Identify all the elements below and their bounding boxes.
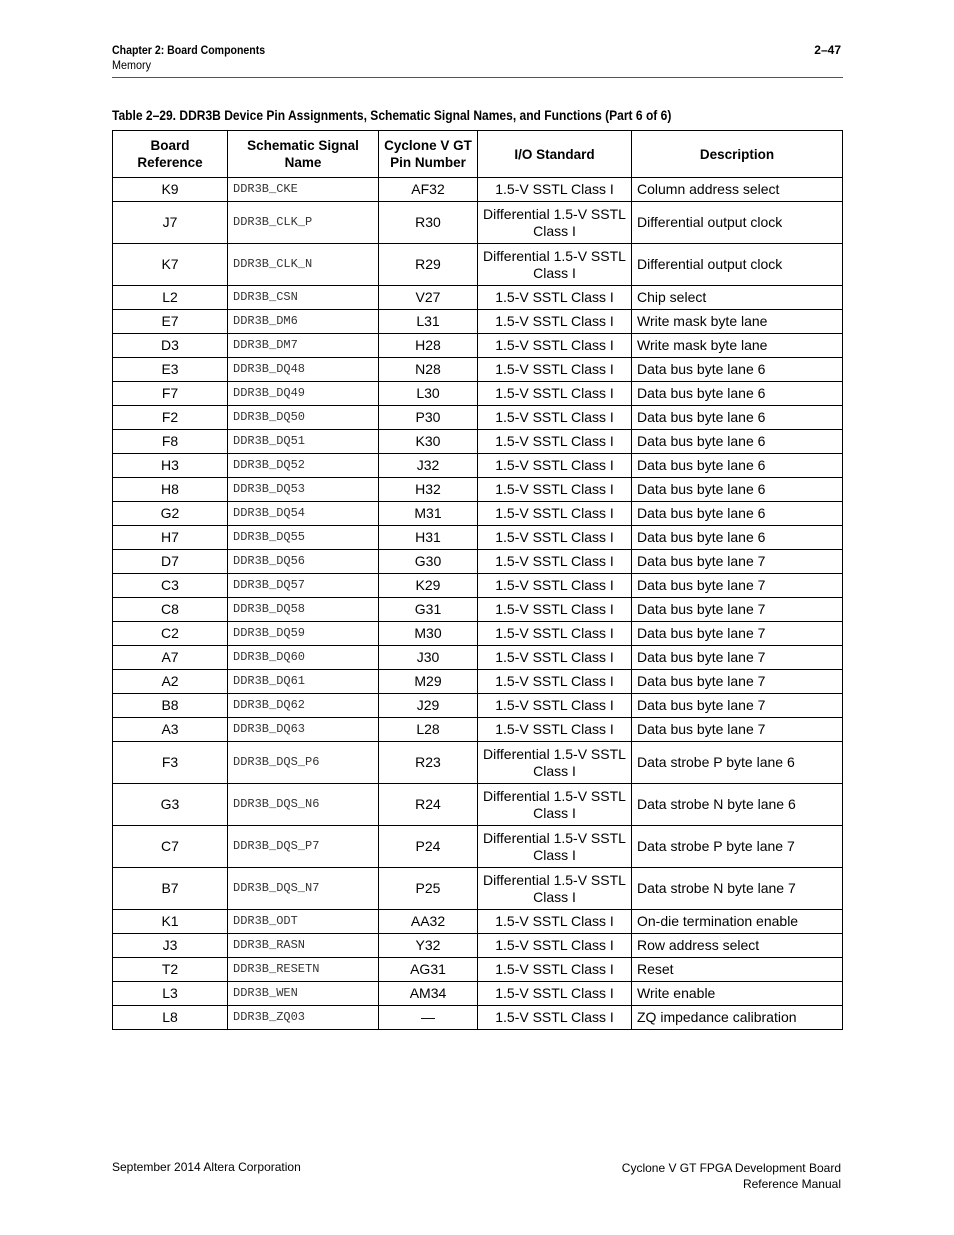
cell-pin-number: AA32: [379, 910, 478, 934]
cell-io-standard: 1.5-V SSTL Class I: [478, 502, 632, 526]
cell-signal-name: DDR3B_DQ58: [228, 598, 379, 622]
cell-board-reference: C8: [113, 598, 228, 622]
cell-signal-name: DDR3B_DQ50: [228, 406, 379, 430]
cell-signal-name: DDR3B_CSN: [228, 286, 379, 310]
cell-board-reference: J7: [113, 202, 228, 244]
cell-pin-number: L31: [379, 310, 478, 334]
cell-pin-number: P30: [379, 406, 478, 430]
cell-pin-number: M29: [379, 670, 478, 694]
cell-io-standard: Differential 1.5-V SSTL Class I: [478, 826, 632, 868]
cell-description: Data bus byte lane 7: [632, 550, 843, 574]
table-row: [113, 982, 843, 1006]
cell-io-standard: 1.5-V SSTL Class I: [478, 934, 632, 958]
footer-doc-title: [622, 1160, 841, 1192]
cell-description: ZQ impedance calibration: [632, 1006, 843, 1030]
table-body: [113, 178, 843, 1030]
page-number: 2–47: [814, 43, 841, 57]
cell-io-standard: 1.5-V SSTL Class I: [478, 454, 632, 478]
cell-io-standard: 1.5-V SSTL Class I: [478, 646, 632, 670]
cell-pin-number: L30: [379, 382, 478, 406]
table-header-row: [113, 131, 843, 178]
table-row: [113, 826, 843, 868]
cell-signal-name: DDR3B_CLK_N: [228, 244, 379, 286]
table-row: [113, 454, 843, 478]
cell-board-reference: C3: [113, 574, 228, 598]
cell-pin-number: AM34: [379, 982, 478, 1006]
cell-signal-name: DDR3B_DQS_P7: [228, 826, 379, 868]
cell-board-reference: E7: [113, 310, 228, 334]
cell-signal-name: DDR3B_ODT: [228, 910, 379, 934]
cell-description: Data bus byte lane 6: [632, 478, 843, 502]
cell-io-standard: 1.5-V SSTL Class I: [478, 286, 632, 310]
cell-io-standard: 1.5-V SSTL Class I: [478, 526, 632, 550]
cell-signal-name: DDR3B_DQ53: [228, 478, 379, 502]
cell-pin-number: N28: [379, 358, 478, 382]
cell-io-standard: Differential 1.5-V SSTL Class I: [478, 244, 632, 286]
cell-description: Data bus byte lane 6: [632, 406, 843, 430]
table-row: [113, 244, 843, 286]
cell-board-reference: L2: [113, 286, 228, 310]
table-row: [113, 286, 843, 310]
cell-description: Data bus byte lane 6: [632, 358, 843, 382]
table-row: [113, 430, 843, 454]
cell-pin-number: V27: [379, 286, 478, 310]
cell-signal-name: DDR3B_DM6: [228, 310, 379, 334]
cell-io-standard: Differential 1.5-V SSTL Class I: [478, 202, 632, 244]
cell-signal-name: DDR3B_DQ61: [228, 670, 379, 694]
cell-description: On-die termination enable: [632, 910, 843, 934]
cell-board-reference: K1: [113, 910, 228, 934]
cell-board-reference: A3: [113, 718, 228, 742]
cell-description: Data bus byte lane 6: [632, 502, 843, 526]
cell-signal-name: DDR3B_RESETN: [228, 958, 379, 982]
cell-board-reference: G3: [113, 784, 228, 826]
table-row: [113, 784, 843, 826]
cell-description: Data bus byte lane 7: [632, 622, 843, 646]
cell-board-reference: H7: [113, 526, 228, 550]
table-row: [113, 670, 843, 694]
cell-io-standard: Differential 1.5-V SSTL Class I: [478, 742, 632, 784]
cell-signal-name: DDR3B_DQ59: [228, 622, 379, 646]
cell-signal-name: DDR3B_CKE: [228, 178, 379, 202]
col-header-board-reference: Board Reference: [113, 131, 228, 178]
cell-board-reference: C2: [113, 622, 228, 646]
cell-board-reference: J3: [113, 934, 228, 958]
cell-io-standard: 1.5-V SSTL Class I: [478, 310, 632, 334]
cell-pin-number: J30: [379, 646, 478, 670]
col-header-description: Description: [632, 131, 843, 178]
pin-assignment-table: [112, 130, 843, 1030]
cell-pin-number: P25: [379, 868, 478, 910]
table-row: [113, 358, 843, 382]
cell-description: Data strobe N byte lane 7: [632, 868, 843, 910]
cell-pin-number: R24: [379, 784, 478, 826]
col-header-pin-number: Cyclone V GT Pin Number: [379, 131, 478, 178]
cell-io-standard: Differential 1.5-V SSTL Class I: [478, 784, 632, 826]
cell-signal-name: DDR3B_DQ56: [228, 550, 379, 574]
cell-pin-number: M31: [379, 502, 478, 526]
cell-signal-name: DDR3B_DQ48: [228, 358, 379, 382]
table-row: [113, 646, 843, 670]
cell-pin-number: AF32: [379, 178, 478, 202]
cell-signal-name: DDR3B_DQ49: [228, 382, 379, 406]
table-row: [113, 310, 843, 334]
cell-description: Reset: [632, 958, 843, 982]
col-header-io-standard: I/O Standard: [478, 131, 632, 178]
cell-board-reference: A7: [113, 646, 228, 670]
cell-board-reference: L3: [113, 982, 228, 1006]
cell-pin-number: R30: [379, 202, 478, 244]
cell-io-standard: 1.5-V SSTL Class I: [478, 178, 632, 202]
cell-description: Data strobe P byte lane 6: [632, 742, 843, 784]
cell-description: Write mask byte lane: [632, 334, 843, 358]
table-row: [113, 406, 843, 430]
section-title: Memory: [112, 58, 152, 72]
cell-description: Data strobe P byte lane 7: [632, 826, 843, 868]
cell-pin-number: J29: [379, 694, 478, 718]
cell-description: Write mask byte lane: [632, 310, 843, 334]
cell-pin-number: L28: [379, 718, 478, 742]
cell-board-reference: L8: [113, 1006, 228, 1030]
cell-description: Data bus byte lane 6: [632, 430, 843, 454]
cell-pin-number: M30: [379, 622, 478, 646]
cell-io-standard: 1.5-V SSTL Class I: [478, 382, 632, 406]
cell-board-reference: C7: [113, 826, 228, 868]
cell-signal-name: DDR3B_DQ60: [228, 646, 379, 670]
cell-pin-number: K30: [379, 430, 478, 454]
table-row: [113, 382, 843, 406]
cell-board-reference: H8: [113, 478, 228, 502]
cell-description: Data bus byte lane 6: [632, 454, 843, 478]
cell-io-standard: Differential 1.5-V SSTL Class I: [478, 868, 632, 910]
cell-board-reference: E3: [113, 358, 228, 382]
cell-description: Differential output clock: [632, 202, 843, 244]
cell-description: Row address select: [632, 934, 843, 958]
cell-pin-number: —: [379, 1006, 478, 1030]
cell-description: Data bus byte lane 6: [632, 526, 843, 550]
cell-signal-name: DDR3B_DQ62: [228, 694, 379, 718]
cell-signal-name: DDR3B_DQ63: [228, 718, 379, 742]
table-row: [113, 1006, 843, 1030]
table-row: [113, 868, 843, 910]
footer-doc-title-line1: Cyclone V GT FPGA Development Board: [621, 1161, 841, 1175]
cell-board-reference: F8: [113, 430, 228, 454]
cell-board-reference: F7: [113, 382, 228, 406]
cell-pin-number: P24: [379, 826, 478, 868]
cell-board-reference: H3: [113, 454, 228, 478]
cell-board-reference: K7: [113, 244, 228, 286]
cell-signal-name: DDR3B_ZQ03: [228, 1006, 379, 1030]
cell-io-standard: 1.5-V SSTL Class I: [478, 598, 632, 622]
cell-signal-name: DDR3B_DQ51: [228, 430, 379, 454]
cell-board-reference: F2: [113, 406, 228, 430]
table-row: [113, 958, 843, 982]
table-row: [113, 694, 843, 718]
cell-io-standard: 1.5-V SSTL Class I: [478, 478, 632, 502]
cell-board-reference: G2: [113, 502, 228, 526]
table-row: [113, 526, 843, 550]
cell-board-reference: B7: [113, 868, 228, 910]
cell-io-standard: 1.5-V SSTL Class I: [478, 718, 632, 742]
cell-signal-name: DDR3B_DQ57: [228, 574, 379, 598]
cell-io-standard: 1.5-V SSTL Class I: [478, 334, 632, 358]
cell-pin-number: G31: [379, 598, 478, 622]
cell-description: Column address select: [632, 178, 843, 202]
cell-io-standard: 1.5-V SSTL Class I: [478, 550, 632, 574]
table-row: [113, 622, 843, 646]
cell-io-standard: 1.5-V SSTL Class I: [478, 694, 632, 718]
cell-pin-number: H28: [379, 334, 478, 358]
cell-board-reference: D7: [113, 550, 228, 574]
cell-signal-name: DDR3B_RASN: [228, 934, 379, 958]
cell-board-reference: F3: [113, 742, 228, 784]
table-row: [113, 334, 843, 358]
cell-signal-name: DDR3B_DQS_N7: [228, 868, 379, 910]
cell-signal-name: DDR3B_DQ54: [228, 502, 379, 526]
cell-signal-name: DDR3B_WEN: [228, 982, 379, 1006]
cell-signal-name: DDR3B_DM7: [228, 334, 379, 358]
cell-io-standard: 1.5-V SSTL Class I: [478, 574, 632, 598]
cell-description: Data bus byte lane 7: [632, 574, 843, 598]
cell-board-reference: K9: [113, 178, 228, 202]
table-row: [113, 742, 843, 784]
table-row: [113, 502, 843, 526]
cell-description: Chip select: [632, 286, 843, 310]
cell-pin-number: AG31: [379, 958, 478, 982]
cell-board-reference: T2: [113, 958, 228, 982]
cell-description: Data bus byte lane 7: [632, 694, 843, 718]
cell-description: Data bus byte lane 7: [632, 646, 843, 670]
cell-description: Write enable: [632, 982, 843, 1006]
cell-description: Data strobe N byte lane 6: [632, 784, 843, 826]
cell-signal-name: DDR3B_DQ55: [228, 526, 379, 550]
table-row: [113, 910, 843, 934]
table-caption: Table 2–29. DDR3B Device Pin Assignments, Schematic Signal Names, and Functions (Part 6 of 6): [112, 107, 672, 123]
cell-pin-number: R29: [379, 244, 478, 286]
col-header-schematic-signal-name: Schematic Signal Name: [228, 131, 379, 178]
cell-io-standard: 1.5-V SSTL Class I: [478, 670, 632, 694]
cell-io-standard: 1.5-V SSTL Class I: [478, 1006, 632, 1030]
table-row: [113, 718, 843, 742]
running-header: [112, 43, 286, 73]
cell-pin-number: H32: [379, 478, 478, 502]
table-row: [113, 478, 843, 502]
cell-io-standard: 1.5-V SSTL Class I: [478, 430, 632, 454]
cell-pin-number: J32: [379, 454, 478, 478]
cell-signal-name: DDR3B_DQ52: [228, 454, 379, 478]
cell-description: Data bus byte lane 7: [632, 718, 843, 742]
cell-board-reference: A2: [113, 670, 228, 694]
cell-description: Differential output clock: [632, 244, 843, 286]
cell-pin-number: G30: [379, 550, 478, 574]
cell-pin-number: K29: [379, 574, 478, 598]
cell-io-standard: 1.5-V SSTL Class I: [478, 622, 632, 646]
cell-description: Data bus byte lane 7: [632, 670, 843, 694]
cell-pin-number: Y32: [379, 934, 478, 958]
table-row: [113, 202, 843, 244]
cell-io-standard: 1.5-V SSTL Class I: [478, 982, 632, 1006]
footer-date-company: September 2014 Altera Corporation: [112, 1160, 301, 1174]
cell-board-reference: B8: [113, 694, 228, 718]
cell-pin-number: R23: [379, 742, 478, 784]
chapter-title: Chapter 2: Board Components: [112, 43, 266, 57]
table-row: [113, 550, 843, 574]
table-row: [113, 598, 843, 622]
footer-doc-title-line2: Reference Manual: [742, 1177, 841, 1191]
header-rule: [112, 77, 843, 78]
table-row: [113, 178, 843, 202]
cell-signal-name: DDR3B_DQS_N6: [228, 784, 379, 826]
cell-pin-number: H31: [379, 526, 478, 550]
cell-io-standard: 1.5-V SSTL Class I: [478, 358, 632, 382]
cell-description: Data bus byte lane 7: [632, 598, 843, 622]
table-row: [113, 934, 843, 958]
cell-board-reference: D3: [113, 334, 228, 358]
cell-io-standard: 1.5-V SSTL Class I: [478, 910, 632, 934]
cell-signal-name: DDR3B_DQS_P6: [228, 742, 379, 784]
cell-io-standard: 1.5-V SSTL Class I: [478, 406, 632, 430]
cell-description: Data bus byte lane 6: [632, 382, 843, 406]
table-row: [113, 574, 843, 598]
cell-signal-name: DDR3B_CLK_P: [228, 202, 379, 244]
cell-io-standard: 1.5-V SSTL Class I: [478, 958, 632, 982]
